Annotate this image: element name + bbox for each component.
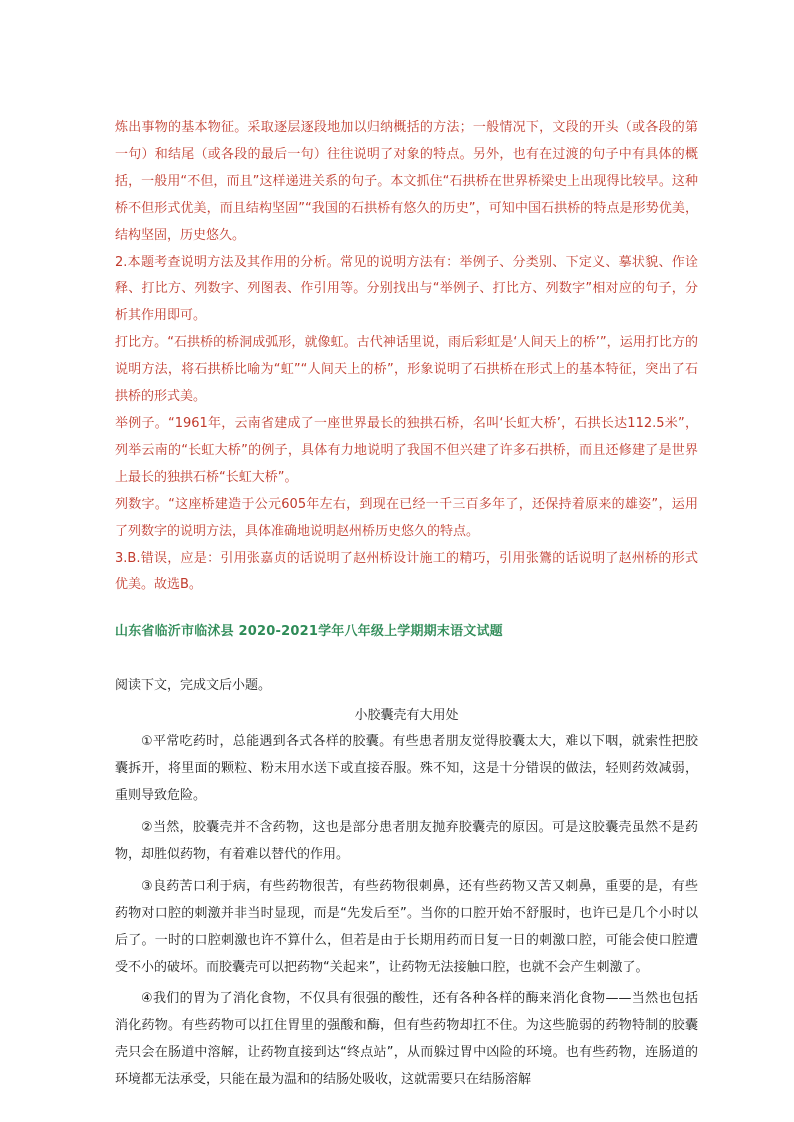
article-paragraph-4: ④我们的胃为了消化食物，不仅具有很强的酸性，还有各种各样的酶来消化食物——当然也包括消化药物。有些药物可以扛住胃里的强酸和酶，但有些药物却扛不住。为这些脆弱的药物特制的胶囊壳只会在肠道中溶解，让药物直接到达“终点站”，从而躲过胃中凶险的环境。也有些药物，连肠道的环境都无法承受，只能在最为温和的结肠处吸收，这就需要只在结肠溶解 <box>115 991 698 1088</box>
answer-paragraph-4: 举例子。“1961年，云南省建成了一座世界最长的独拱石桥，名叫‘长虹大桥’，石拱长达112.5米”，列举云南的“长虹大桥”的例子，具体有力地说明了我国不但兴建了许多石拱桥，而且还修建了是世界上最长的独拱石桥“长虹大桥”。 <box>115 415 698 485</box>
document-page <box>115 115 698 1099</box>
reading-instruction: 阅读下文，完成文后小题。 <box>115 678 272 694</box>
answer-paragraph-2: 2.本题考查说明方法及其作用的分析。常见的说明方法有：举例子、分类别、下定义、摹状貌、作诠释、打比方、列数字、列图表、作引用等。分别找出与“举例子、打比方、列数字”相对应的句子，分析其作用即可。 <box>115 254 698 324</box>
exam-source-title: 山东省临沂市临沭县 2020-2021学年八年级上学期期末语文试题 <box>115 624 503 640</box>
article-paragraph-1: ①平常吃药时，总能遇到各式各样的胶囊。有些患者朋友觉得胶囊太大，难以下咽，就索性把胶囊拆开，将里面的颗粒、粉末用水送下或直接吞服。殊不知，这是十分错误的做法，轻则药效减弱，重则导致危险。 <box>115 734 698 804</box>
article-body <box>115 729 698 1094</box>
answer-paragraph-1: 炼出事物的基本物征。采取逐层逐段地加以归纳概括的方法；一般情况下，文段的开头（或各段的第一句）和结尾（或各段的最后一句）往往说明了对象的特点。另外，也有在过渡的句子中有具体的概括，一般用“不但，而且”这样递进关系的句子。本文抓住“石拱桥在世界桥梁史上出现得比较早。这种桥不但形式优美，而且结构坚固”“我国的石拱桥有悠久的历史”，可知中国石拱桥的特点是形势优美，结构坚固，历史悠久。 <box>115 120 698 243</box>
answer-explanation <box>115 115 698 599</box>
article-title: 小胶囊壳有大用处 <box>354 708 459 724</box>
article-paragraph-3: ③良药苦口利于病，有些药物很苦，有些药物很刺鼻，还有些药物又苦又刺鼻，重要的是，有些药物对口腔的刺激并非当时显现，而是“先发后至”。当你的口腔开始不舒服时，也许已是几个小时以后了。一时的口腔刺激也许不算什么，但若是由于长期用药而日复一日的刺激口腔，可能会使口腔遭受不小的破坏。而胶囊壳可以把药物“关起来”，让药物无法接触口腔，也就不会产生刺激了。 <box>115 878 698 975</box>
answer-paragraph-3: 打比方。“石拱桥的桥洞成弧形，就像虹。古代神话里说，雨后彩虹是‘人间天上的桥’”，运用打比方的说明方法，将石拱桥比喻为“虹”“人间天上的桥”，形象说明了石拱桥在形式上的基本特征，突出了石拱桥的形式美。 <box>115 335 698 405</box>
answer-paragraph-5: 列数字。“这座桥建造于公元605年左右，到现在已经一千三百多年了，还保持着原来的雄姿”，运用了列数字的说明方法，具体准确地说明赵州桥历史悠久的特点。 <box>115 496 698 539</box>
article-paragraph-2: ②当然，胶囊壳并不含药物，这也是部分患者朋友抛弃胶囊壳的原因。可是这胶囊壳虽然不是药物，却胜似药物，有着难以替代的作用。 <box>115 820 698 862</box>
answer-paragraph-6: 3.B.错误，应是：引用张嘉贞的话说明了赵州桥设计施工的精巧，引用张鷟的话说明了赵州桥的形式优美。故选B。 <box>115 550 698 593</box>
